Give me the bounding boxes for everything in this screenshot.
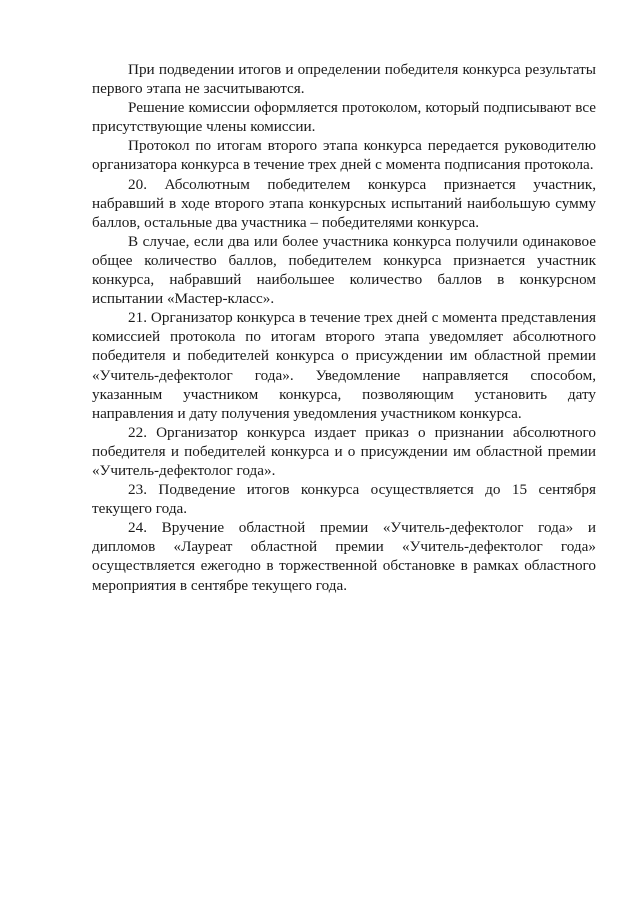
- paragraph-item-20: 20. Абсолютным победителем конкурса признается участник, набравший в ходе второго этапа конкурсных испытаний наибольшую сумму баллов, остальные два участника – победителями конкурса.: [92, 175, 596, 231]
- paragraph-equal-score: В случае, если два или более участника конкурса получили одинаковое общее количество баллов, победителем конкурса признается участник конкурса, набравший наибольшее количество баллов в конкурсном испытании «Мастер-класс».: [92, 232, 596, 308]
- paragraph-item-21: 21. Организатор конкурса в течение трех дней с момента представления комиссией протокола по итогам второго этапа уведомляет абсолютного победителя и победителей конкурса о присуждении им областной премии «Учитель-дефектолог года». Уведомление направляется способом, указанным участником конкурса, позволяющим установить дату направления и дату получения уведомления участником конкурса.: [92, 309, 596, 422]
- paragraph-commission-decision: Решение комиссии оформляется протоколом, который подписывают все присутствующие члены комиссии.: [92, 99, 596, 136]
- paragraph-item-24: 24. Вручение областной премии «Учитель-дефектолог года» и дипломов «Лауреат областной премии «Учитель-дефектолог года» осуществляется ежегодно в торжественной обстановке в рамках областного мероприятия в сентябре текущего года.: [92, 519, 596, 594]
- document-body: [92, 60, 596, 595]
- paragraph-results-first-stage: При подведении итогов и определении победителя конкурса результаты первого этапа не засчитываются.: [92, 61, 596, 98]
- paragraph-protocol-transfer: Протокол по итогам второго этапа конкурса передается руководителю организатора конкурса в течение трех дней с момента подписания протокола.: [92, 137, 596, 174]
- paragraph-item-22: 22. Организатор конкурса издает приказ о признании абсолютного победителя и победителей конкурса и о присуждении им областной премии «Учитель-дефектолог года».: [92, 423, 596, 479]
- paragraph-item-23: 23. Подведение итогов конкурса осуществляется до 15 сентября текущего года.: [92, 481, 596, 518]
